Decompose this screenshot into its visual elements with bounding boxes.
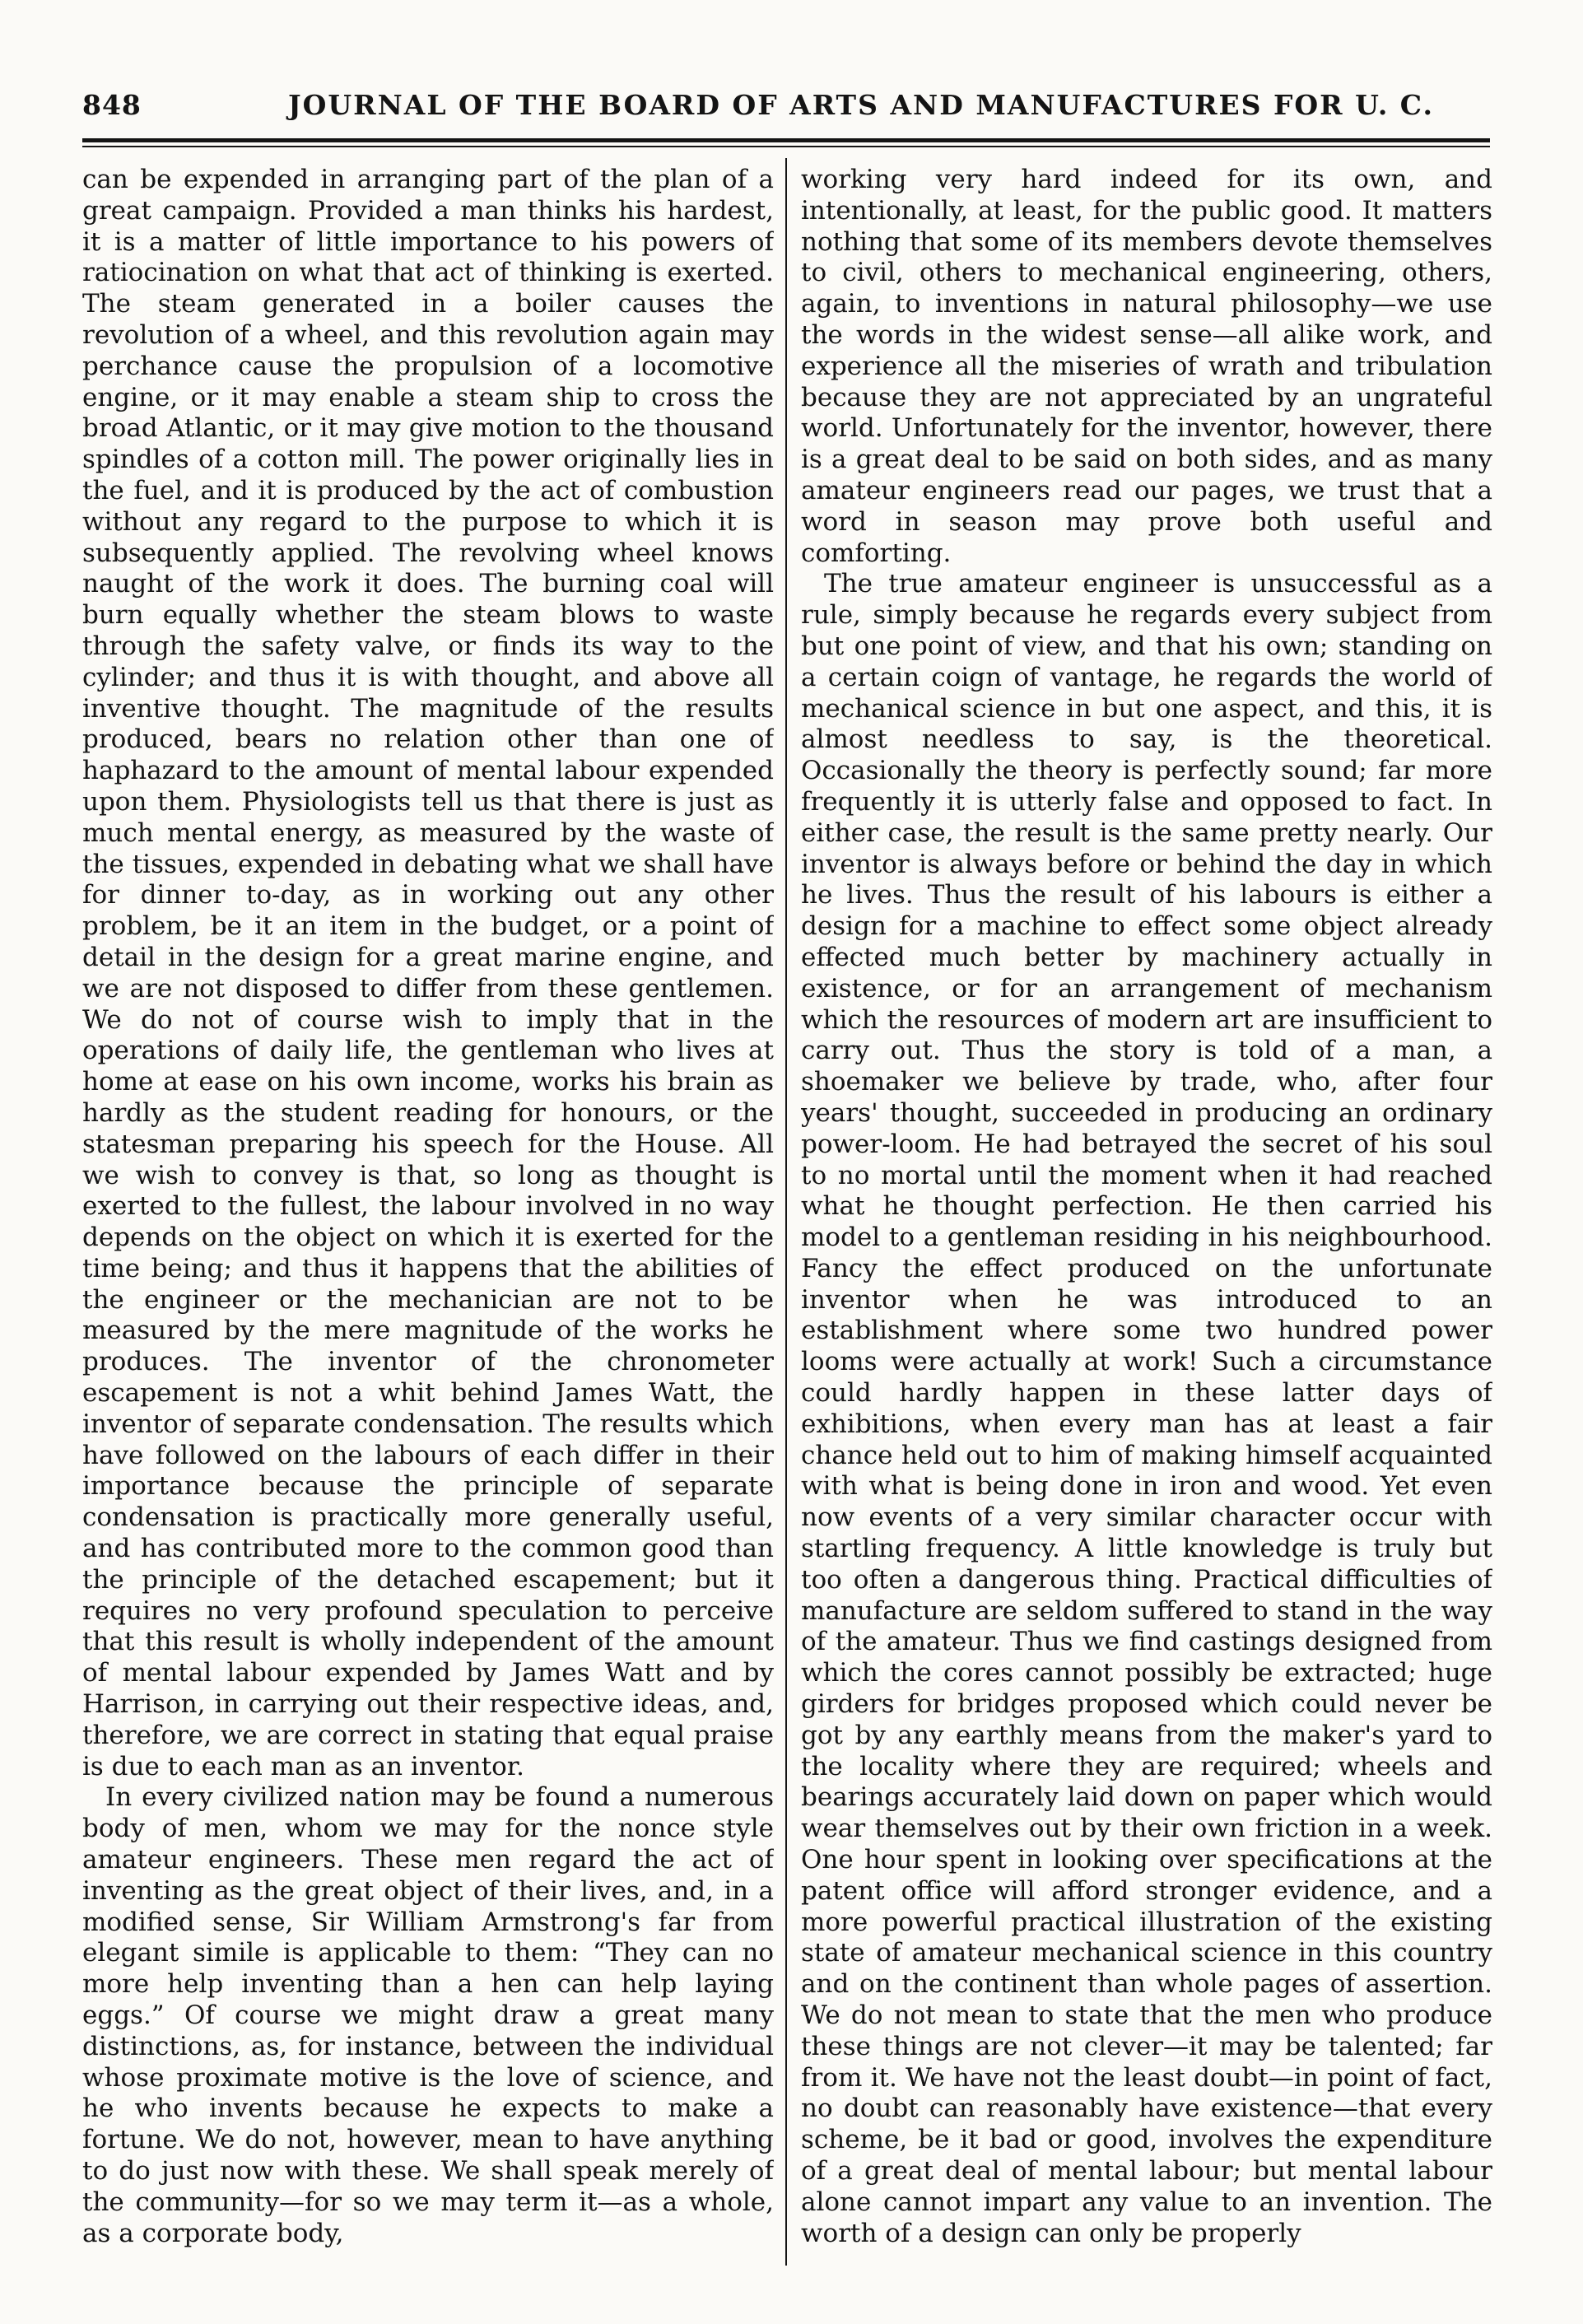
right-paragraph-2: The true amateur engineer is unsuccessful as a rule, simply because he regards every subject from but one point of view, and that his own; standing on a certain coign of vantage, he regards the world of mechanical science in but one aspect, and this, it is almost needless to say, is the theoretical. Occasionally the theory is perfectly sound; far more frequently it is utterly false and opposed to fact. In either case, the result is the same pretty nearly. Our inventor is always before or behind the day in which he lives. Thus the result of his labours is either a design for a machine to effect some object already effected much better by machinery actually in existence, or for an arrangement of mechanism which the resources of modern art are insufficient to carry out. Thus the story is told of a man, a shoemaker we believe by trade, who, after four years' thought, succeeded in producing an ordinary power-loom. He had betrayed the secret of his soul to no mortal until the moment when it had reached what he thought perfection. He then carried his model to a gentleman residing in his neighbourhood. Fancy the effect produced on the unfortunate inventor when he was introduced to an establishment where some two hundred power looms were actually at work! Such a circumstance could hardly happen in these latter days of exhibitions, when every man has at least a fair chance held out to him of making himself acquainted with what is being done in iron and wood. Yet even now events of a very similar character occur with startling frequency. A little knowledge is truly but too often a dangerous thing. Practical difficulties of manufacture are seldom suffered to stand in the way of the amateur. Thus we find castings designed from which the cores cannot possibly be extracted; huge girders for bridges proposed which could never be got by any earthly means from the maker's yard to the locality where they are required; wheels and bearings accurately laid down on paper which would wear themselves out by their own friction in a week. One hour spent in looking over specifications at the patent office will afford stronger evidence, and a more powerful practical illustration of the existing state of amateur mechanical science in this country and on the continent than whole pages of assertion. We do not mean to state that the men who produce these things are not clever—it may be talented; far from it. We have not the least doubt—in point of fact, no doubt can reasonably have existence—that every scheme, be it bad or good, involves the expenditure of a great deal of mental labour; but mental labour alone cannot impart any value to an invention. The worth of a design can only be properly: [801, 569, 1492, 2248]
column-divider: [785, 158, 787, 2266]
header-rule-thin: [82, 146, 1490, 147]
right-paragraph-1: working very hard indeed for its own, and intentionally, at least, for the public good. It matters nothing that some of its members devote themselves to civil, others to mechanical engineering, others, again, to inventions in natural philosophy—we use the words in the widest sense—all alike work, and experience all the miseries of wrath and tribulation because they are not appreciated by an ungrateful world. Unfortunately for the inventor, however, there is a great deal to be said on both sides, and as many amateur engineers read our pages, we trust that a word in season may prove both useful and comforting.: [801, 165, 1492, 568]
right-column: [801, 165, 1492, 2272]
header-rule-thick: [82, 138, 1490, 142]
page-header: [82, 82, 1490, 132]
running-head: JOURNAL OF THE BOARD OF ARTS AND MANUFACTURES FOR U. C.: [288, 89, 1434, 121]
left-paragraph-1: can be expended in arranging part of the plan of a great campaign. Provided a man thinks his hardest, it is a matter of little importance to his powers of ratiocination on what that act of thinking is exerted. The steam generated in a boiler causes the revolution of a wheel, and this revolution again may perchance cause the propulsion of a locomotive engine, or it may enable a steam ship to cross the broad Atlantic, or it may give motion to the thousand spindles of a cotton mill. The power originally lies in the fuel, and it is produced by the act of combustion without any regard to the purpose to which it is subsequently applied. The revolving wheel knows naught of the work it does. The burning coal will burn equally whether the steam blows to waste through the safety valve, or finds its way to the cylinder; and thus it is with thought, and above all inventive thought. The magnitude of the results produced, bears no relation other than one of haphazard to the amount of mental labour expended upon them. Physiologists tell us that there is just as much mental energy, as measured by the waste of the tissues, expended in debating what we shall have for dinner to-day, as in working out any other problem, be it an item in the budget, or a point of detail in the design for a great marine engine, and we are not disposed to differ from these gentlemen. We do not of course wish to imply that in the operations of daily life, the gentleman who lives at home at ease on his own income, works his brain as hardly as the student reading for honours, or the statesman preparing his speech for the House. All we wish to convey is that, so long as thought is exerted to the fullest, the labour involved in no way depends on the object on which it is exerted for the time being; and thus it happens that the abilities of the engineer or the mechanician are not to be measured by the mere magnitude of the works he produces. The inventor of the chronometer escapement is not a whit behind James Watt, the inventor of separate condensation. The results which have followed on the labours of each differ in their importance because the principle of separate condensation is practically more generally useful, and has contributed more to the common good than the principle of the detached escapement; but it requires no very profound speculation to perceive that this result is wholly independent of the amount of mental labour expended by James Watt and by Harrison, in carrying out their respective ideas, and, therefore, we are correct in stating that equal praise is due to each man as an inventor.: [82, 165, 774, 1781]
left-paragraph-2: In every civilized nation may be found a numerous body of men, whom we may for the nonce style amateur engineers. These men regard the act of inventing as the great object of their lives, and, in a modified sense, Sir William Armstrong's far from elegant simile is applicable to them: “They can no more help inventing than a hen can help laying eggs.” Of course we might draw a great many distinctions, as, for instance, between the individual whose proximate motive is the love of science, and he who invents because he expects to make a fortune. We do not, however, mean to have anything to do just now with these. We shall speak merely of the community—for so we may term it—as a whole, as a corporate body,: [82, 1782, 774, 2248]
page-number: 848: [82, 89, 142, 121]
left-column: [82, 165, 774, 2272]
